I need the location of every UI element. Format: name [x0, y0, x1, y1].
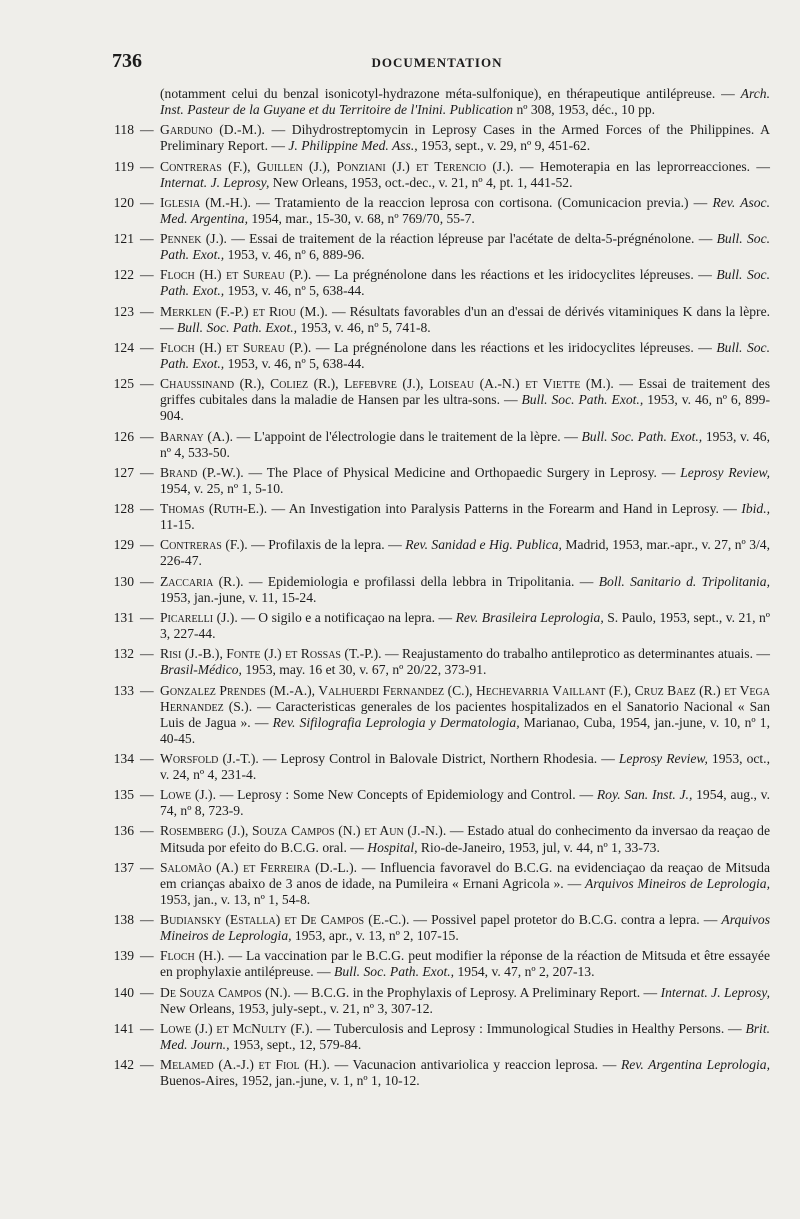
bibliography-entry — [110, 683, 770, 747]
entry-number: 136 — [113, 823, 134, 839]
bibliography-entry — [110, 912, 770, 944]
entry-dash: — — [140, 339, 154, 355]
entry-dash: — — [140, 573, 154, 589]
entry-list — [110, 122, 770, 1089]
entry-authors: De Souza Campos (N.). — [160, 984, 291, 1000]
entry-authors: Garduno (D.-M.). — [160, 122, 265, 138]
bibliography-entry — [110, 267, 770, 299]
entry-authors: Merklen (F.-P.) et Riou (M.). — [160, 303, 328, 319]
entry-details: 1954, v. 47, nº 2, 207-13. — [454, 964, 595, 980]
bibliography-entry — [110, 1021, 770, 1053]
entry-authors: Thomas (Ruth-E.). — [160, 501, 268, 517]
entry-dash: — — [140, 376, 154, 392]
entry-title: — La prégnénolone dans les réactions et les iridocyclites lépreuses. — — [311, 339, 717, 355]
bibliography-entry — [110, 195, 770, 227]
entry-dash: — — [140, 682, 154, 698]
entry-details: 1954, v. 25, nº 1, 5-10. — [160, 480, 284, 496]
entry-authors: Iglesia (M.-H.). — [160, 194, 251, 210]
bibliography-entry — [110, 1057, 770, 1089]
entry-details: 1953, v. 46, nº 4, 533-50. — [160, 428, 770, 460]
entry-dash: — — [140, 609, 154, 625]
entry-authors: Risi (J.-B.), Fonte (J.) et Rossas (T.-P.). — [160, 646, 382, 662]
entry-dash: — — [140, 859, 154, 875]
entry-number: 123 — [113, 303, 134, 319]
entry-details: 1953, v. 46, nº 5, 638-44. — [224, 356, 365, 372]
entry-details: 1953, apr., v. 13, nº 2, 107-15. — [291, 928, 459, 944]
entry-details: 1954, aug., v. 74, nº 8, 723-9. — [160, 787, 770, 819]
entry-details: 11-15. — [160, 517, 195, 533]
entry-details: 1953, v. 46, nº 6, 899-904. — [160, 392, 770, 424]
entry-dash: — — [140, 428, 154, 444]
entry-number: 138 — [113, 912, 134, 928]
entry-number: 124 — [113, 339, 134, 355]
entry-details: 1953, v. 46, nº 5, 638-44. — [224, 283, 365, 299]
bibliography-entry — [110, 860, 770, 908]
entry-title: — La prégnénolone dans les réactions et les iridocyclites lépreuses. — — [311, 267, 717, 283]
entry-details: 1953, may. 16 et 30, v. 67, nº 20/22, 373-91. — [241, 662, 487, 678]
entry-journal: J. Philippine Med. Ass. — [288, 138, 415, 154]
bibliography-entry — [110, 948, 770, 980]
entry-authors: Floch (H.) et Sureau (P.). — [160, 339, 312, 355]
entry-journal: Bull. Soc. Path. Exot., — [160, 339, 770, 372]
entry-journal: Internat. J. Leprosy, — [160, 174, 270, 190]
entry-number: 119 — [114, 158, 134, 174]
entry-details: Madrid, 1953, mar.-apr., v. 27, nº 3/4, 226-47. — [160, 537, 770, 569]
entry-authors: Brand (P.-W.). — [160, 464, 244, 480]
entry-number: 125 — [113, 376, 134, 392]
bibliography-entry — [110, 823, 770, 855]
bibliography-entry — [110, 122, 770, 154]
bibliography-list — [110, 86, 770, 1094]
entry-number: 129 — [113, 537, 134, 553]
running-title: DOCUMENTATION — [371, 55, 503, 70]
entry-number: 133 — [113, 682, 134, 698]
bibliography-entry — [110, 751, 770, 783]
entry-details: Buenos-Aires, 1952, jan.-june, v. 1, nº 1, 10-12. — [160, 1073, 420, 1089]
page-header — [112, 50, 762, 74]
bibliography-entry — [110, 537, 770, 569]
entry-journal: Rev. Argentina Leprologia, — [620, 1057, 770, 1073]
entry-title: — Essai de traitement de la réaction lépreuse par l'acétate de delta-5-prégnénolone. — — [226, 231, 717, 247]
entry-authors: Lowe (J.). — [160, 787, 216, 803]
entry-dash: — — [140, 984, 154, 1000]
entry-dash: — — [140, 646, 154, 662]
entry-authors: Floch (H.) et Sureau (P.). — [160, 267, 312, 283]
entry-journal: Brasil-Médico, — [160, 662, 242, 678]
entry-journal: Bull. Soc. Path. Exot., — [521, 392, 644, 408]
entry-details: 1953, oct., v. 24, nº 4, 231-4. — [160, 750, 770, 782]
entry-journal: Leprosy Review, — [680, 464, 771, 480]
entry-title: — Possivel papel protetor do B.C.G. contra a lepra. — — [409, 912, 722, 928]
entry-title: — B.C.G. in the Prophylaxis of Leprosy. A Preliminary Report. — — [290, 984, 661, 1000]
entry-details: 1953, v. 46, nº 5, 741-8. — [297, 319, 431, 335]
entry-authors: Worsfold (J.-T.). — [160, 750, 259, 766]
entry-dash: — — [140, 1057, 154, 1073]
entry-authors: Contreras (F.). — [160, 537, 248, 553]
entry-authors: Barnay (A.). — [160, 428, 233, 444]
entry-details: 1953, jan.-june, v. 11, 15-24. — [160, 589, 317, 605]
entry-number: 141 — [113, 1020, 134, 1036]
entry-journal: Internat. J. Leprosy, — [660, 984, 770, 1000]
entry-number: 121 — [113, 231, 134, 247]
entry-journal: Hospital, — [367, 839, 418, 855]
entry-number: 118 — [114, 122, 134, 138]
entry-details: , 1953, sept., v. 29, nº 9, 451-62. — [414, 138, 591, 154]
entry-dash: — — [140, 1020, 154, 1036]
entry-dash: — — [140, 464, 154, 480]
entry-dash: — — [140, 231, 154, 247]
bibliography-entry — [110, 159, 770, 191]
entry-title: — Hemoterapia en las leprorreacciones. — — [513, 158, 771, 174]
entry-dash: — — [140, 823, 154, 839]
entry-dash: — — [140, 750, 154, 766]
entry-authors: Floch (H.). — [160, 948, 225, 964]
entry-journal: Rev. Asoc. Med. Argentina, — [160, 194, 770, 226]
bibliography-entry — [110, 646, 770, 678]
bibliography-entry — [110, 610, 770, 642]
entry-journal: Leprosy Review, — [618, 750, 708, 766]
entry-journal: Bull. Soc. Path. Exot., — [177, 319, 298, 335]
entry-journal: Rev. Sanidad e Hig. Publica, — [405, 537, 562, 553]
entry-journal: Boll. Sanitario d. Tripolitania, — [598, 573, 771, 589]
entry-title: — Reajustamento do trabalho antileprotico as determinantes atuais. — — [381, 646, 770, 662]
entry-number: 137 — [113, 859, 134, 875]
page-number: 736 — [112, 50, 142, 72]
entry-dash: — — [140, 122, 154, 138]
bibliography-entry — [110, 501, 770, 533]
entry-title: — Essai de traitement des griffes cubitales dans la maladie de Hansen par les ultra-sons. — — [160, 376, 770, 408]
entry-journal: Bull. Soc. Path. Exot., — [160, 267, 770, 299]
entry-dash: — — [140, 787, 154, 803]
entry-authors: Rosemberg (J.), Souza Campos (N.) et Aun (J.-N.). — [160, 823, 447, 839]
entry-number: 122 — [113, 267, 134, 283]
entry-number: 139 — [113, 948, 134, 964]
entry-title: — Tuberculosis and Leprosy : Immunological Studies in Healthy Persons. — — [312, 1020, 746, 1036]
entry-title: — Tratamiento de la reaccion leprosa con cortisona. (Comunicacion previa.) — — [250, 194, 713, 210]
entry-authors: Picarelli (J.). — [160, 609, 238, 625]
bibliography-entry — [110, 231, 770, 263]
entry-title: — Résultats favorables d'un an d'essai de dérivés vitaminiques K dans la lèpre. — — [160, 303, 770, 335]
entry-title: — The Place of Physical Medicine and Orthopaedic Surgery in Leprosy. — — [243, 464, 681, 480]
entry-number: 134 — [113, 750, 134, 766]
entry-journal: Roy. San. Inst. J., — [596, 787, 693, 803]
entry-title: — La vaccination par le B.C.G. peut modifier la réponse de la réaction de Mitsuda et être essayée en prophylaxie antilépreuse. — — [160, 948, 770, 980]
entry-number: 140 — [113, 984, 134, 1000]
entry-journal: Rev. Sifilografia Leprologia y Dermatologia, — [272, 714, 520, 730]
entry-title: — Caracteristicas generales de los pacientes hospitalizados en el Sanatorio Nacional « San Luis de Jagua ». — — [160, 698, 770, 730]
entry-dash: — — [140, 194, 154, 210]
entry-dash: — — [140, 537, 154, 553]
entry-details: 1953, v. 46, nº 6, 889-96. — [224, 247, 365, 263]
entry-details: 1953, sept., 12, 579-84. — [229, 1036, 362, 1052]
entry-number: 127 — [113, 464, 134, 480]
entry-dash: — — [140, 158, 154, 174]
entry-number: 132 — [113, 646, 134, 662]
continuation-journal: Arch. Inst. Pasteur de la Guyane et du Territoire de l'Inini. Publication — [160, 86, 770, 118]
entry-number: 130 — [113, 573, 134, 589]
entry-authors: Salomão (A.) et Ferreira (D.-L.). — [160, 859, 357, 875]
entry-title: — Influencia favoravel do B.C.G. na evidenciaçao da reaçao de Mitsuda em crianças abaixo de 3 anos de idade, na Pumileira « Ernani Agricola ». — — [160, 859, 770, 891]
entry-dash: — — [140, 267, 154, 283]
continuation-details: nº 308, 1953, déc., 10 pp. — [513, 102, 656, 118]
entry-title: — Dihydrostreptomycin in Leprosy Cases in the Armed Forces of the Philippines. A Preliminary Report. — — [160, 122, 770, 154]
continuation-entry — [110, 86, 770, 118]
entry-number: 120 — [113, 194, 134, 210]
entry-journal: Arquivos Mineiros de Leprologia, — [160, 912, 770, 944]
bibliography-entry — [110, 376, 770, 424]
entry-number: 128 — [113, 501, 134, 517]
bibliography-entry — [110, 340, 770, 372]
entry-details: Marianao, Cuba, 1954, jan.-june, v. 10, nº 1, 40-45. — [160, 714, 771, 746]
entry-authors: Lowe (J.) et McNulty (F.). — [160, 1020, 313, 1036]
entry-authors: Chaussinand (R.), Coliez (R.), Lefebvre (J.), Loiseau (A.-N.) et Viette (M.). — [160, 376, 614, 392]
entry-authors: Pennek (J.). — [160, 231, 227, 247]
entry-authors: Gonzalez Prendes (M.-A.), Valhuerdi Fernandez (C.), Hechevarria Vaillant (F.), Cruz Baez (R.) et Vega Hernandez (S.). — [160, 682, 770, 714]
bibliography-entry — [110, 465, 770, 497]
entry-title: — An Investigation into Paralysis Patterns in the Forearm and Hand in Leprosy. — — [267, 501, 742, 517]
entry-number: 131 — [113, 609, 134, 625]
entry-title: — Vacunacion antivariolica y reaccion leprosa. — — [329, 1057, 621, 1073]
entry-title: — Leprosy Control in Balovale District, Northern Rhodesia. — — [258, 750, 619, 766]
entry-journal: Arquivos Mineiros de Leprologia, — [585, 875, 770, 891]
entry-title: — L'appoint de l'électrologie dans le traitement de la lèpre. — — [233, 428, 582, 444]
entry-title: — Leprosy : Some New Concepts of Epidemiology and Control. — — [215, 787, 597, 803]
bibliography-entry — [110, 304, 770, 336]
entry-title: — Estado atual do conhecimento da inversao da reaçao de Mitsuda por efeito do B.C.G. oral. — — [160, 823, 770, 855]
entry-details: 1953, jan., v. 13, nº 1, 54-8. — [160, 891, 311, 907]
entry-details: Rio-de-Janeiro, 1953, jul, v. 44, nº 1, 33-73. — [417, 839, 660, 855]
entry-authors: Budiansky (Estalla) et De Campos (E.-C.). — [160, 912, 410, 928]
entry-dash: — — [140, 948, 154, 964]
continuation-text: (notamment celui du benzal isonicotyl-hydrazone méta-sulfonique), en thérapeutique antilépreuse. — — [160, 86, 741, 101]
bibliography-entry — [110, 429, 770, 461]
entry-journal: Ibid., — [741, 501, 771, 517]
entry-authors: Zaccaria (R.). — [160, 573, 244, 589]
entry-details: New Orleans, 1953, oct.-dec., v. 21, nº 4, pt. 1, 441-52. — [269, 174, 573, 190]
entry-journal: Bull. Soc. Path. Exot., — [160, 231, 771, 263]
entry-number: 142 — [113, 1057, 134, 1073]
bibliography-entry — [110, 574, 770, 606]
entry-journal: Bull. Soc. Path. Exot., — [334, 964, 455, 980]
bibliography-entry — [110, 985, 770, 1017]
entry-authors: Contreras (F.), Guillen (J.), Ponziani (J.) et Terencio (J.). — [160, 158, 514, 174]
entry-title: — Epidemiologia e profilassi della lebbra in Tripolitania. — — [243, 573, 599, 589]
entry-details: 1954, mar., 15-30, v. 68, nº 769/70, 55-7. — [247, 210, 475, 226]
entry-journal: Rev. Brasileira Leprologia, — [455, 609, 604, 625]
entry-title: — O sigilo e a notificaçao na lepra. — — [237, 609, 456, 625]
entry-dash: — — [140, 912, 154, 928]
entry-title: — Profilaxis de la lepra. — — [247, 537, 406, 553]
entry-authors: Melamed (A.-J.) et Fiol (H.). — [160, 1057, 330, 1073]
entry-details: S. Paulo, 1953, sept., v. 21, nº 3, 227-44. — [160, 609, 770, 642]
entry-journal: Brit. Med. Journ., — [160, 1020, 770, 1052]
entry-details: New Orleans, 1953, july-sept., v. 21, nº 3, 307-12. — [160, 1000, 433, 1016]
entry-dash: — — [140, 501, 154, 517]
entry-journal: Bull. Soc. Path. Exot., — [581, 428, 703, 444]
entry-number: 135 — [113, 787, 134, 803]
entry-dash: — — [140, 303, 154, 319]
entry-number: 126 — [113, 428, 134, 444]
bibliography-entry — [110, 787, 770, 819]
